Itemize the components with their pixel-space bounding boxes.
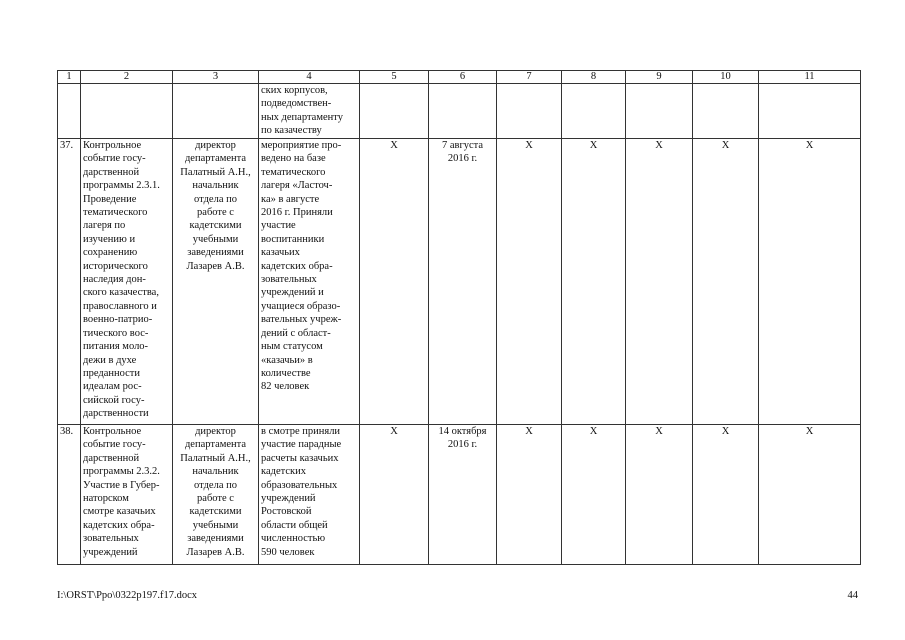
- mark-cell: X: [759, 139, 861, 425]
- file-path: I:\ORST\Ppo\0322p197.f17.docx: [57, 590, 198, 601]
- event-cell: Контрольное событие госу- дарственной программы 2.3.1. Проведение тематического лагеря по изучению и сохранению исторического наследия дон- ского казачества, православного и военно-патрио- тического вос- питания моло- дежи в духе преданности идеалам рос- сийской госу- дарственности: [81, 139, 173, 425]
- header-cell: 2: [81, 71, 173, 84]
- table-row: [58, 139, 861, 425]
- header-cell: 6: [429, 71, 497, 84]
- header-cell: 7: [497, 71, 562, 84]
- page-number: 44: [847, 590, 858, 601]
- responsible-cell: директор департамента Палатный А.Н., начальник отдела по работе с кадетскими учебными заведениями Лазарев А.В.: [173, 139, 259, 425]
- mark-cell: X: [759, 425, 861, 565]
- mark-cell: X: [360, 139, 429, 425]
- result-cell: ских корпусов, подведомствен- ных департаменту по казачеству: [259, 84, 360, 139]
- header-cell: 9: [626, 71, 693, 84]
- mark-cell: X: [497, 139, 562, 425]
- result-cell: в смотре приняли участие парадные расчеты казачьих кадетских образовательных учреждений Ростовской области общей численностью 590 человек: [259, 425, 360, 565]
- header-cell: 5: [360, 71, 429, 84]
- header-cell: 1: [58, 71, 81, 84]
- mark-cell: X: [626, 425, 693, 565]
- mark-cell: X: [360, 425, 429, 565]
- main-table: [57, 70, 861, 565]
- row-number: 37.: [58, 139, 81, 425]
- mark-cell: X: [497, 425, 562, 565]
- mark-cell: X: [562, 139, 626, 425]
- result-cell: мероприятие про- ведено на базе тематического лагеря «Ласточ- ка» в августе 2016 г. Приняли участие воспитанники казачьих кадетских обра- зовательных учреждений и учащиеся образо- вательных учреж- дений с област- ным статусом «казачьи» в количестве 82 человек: [259, 139, 360, 425]
- header-cell: 10: [693, 71, 759, 84]
- date-cell: 7 августа 2016 г.: [429, 139, 497, 425]
- mark-cell: X: [626, 139, 693, 425]
- row-number: 38.: [58, 425, 81, 565]
- responsible-cell: директор департамента Палатный А.Н., начальник отдела по работе с кадетскими учебными заведениями Лазарев А.В.: [173, 425, 259, 565]
- header-cell: 3: [173, 71, 259, 84]
- mark-cell: X: [562, 425, 626, 565]
- header-cell: 8: [562, 71, 626, 84]
- continuation-row: [58, 84, 861, 139]
- date-cell: 14 октября 2016 г.: [429, 425, 497, 565]
- table-row: [58, 425, 861, 565]
- mark-cell: X: [693, 139, 759, 425]
- mark-cell: X: [693, 425, 759, 565]
- event-cell: Контрольное событие госу- дарственной программы 2.3.2. Участие в Губер- наторском смотре казачьих кадетских обра- зовательных учреждений: [81, 425, 173, 565]
- header-cell: 4: [259, 71, 360, 84]
- header-cell: 11: [759, 71, 861, 84]
- header-row: [58, 71, 861, 84]
